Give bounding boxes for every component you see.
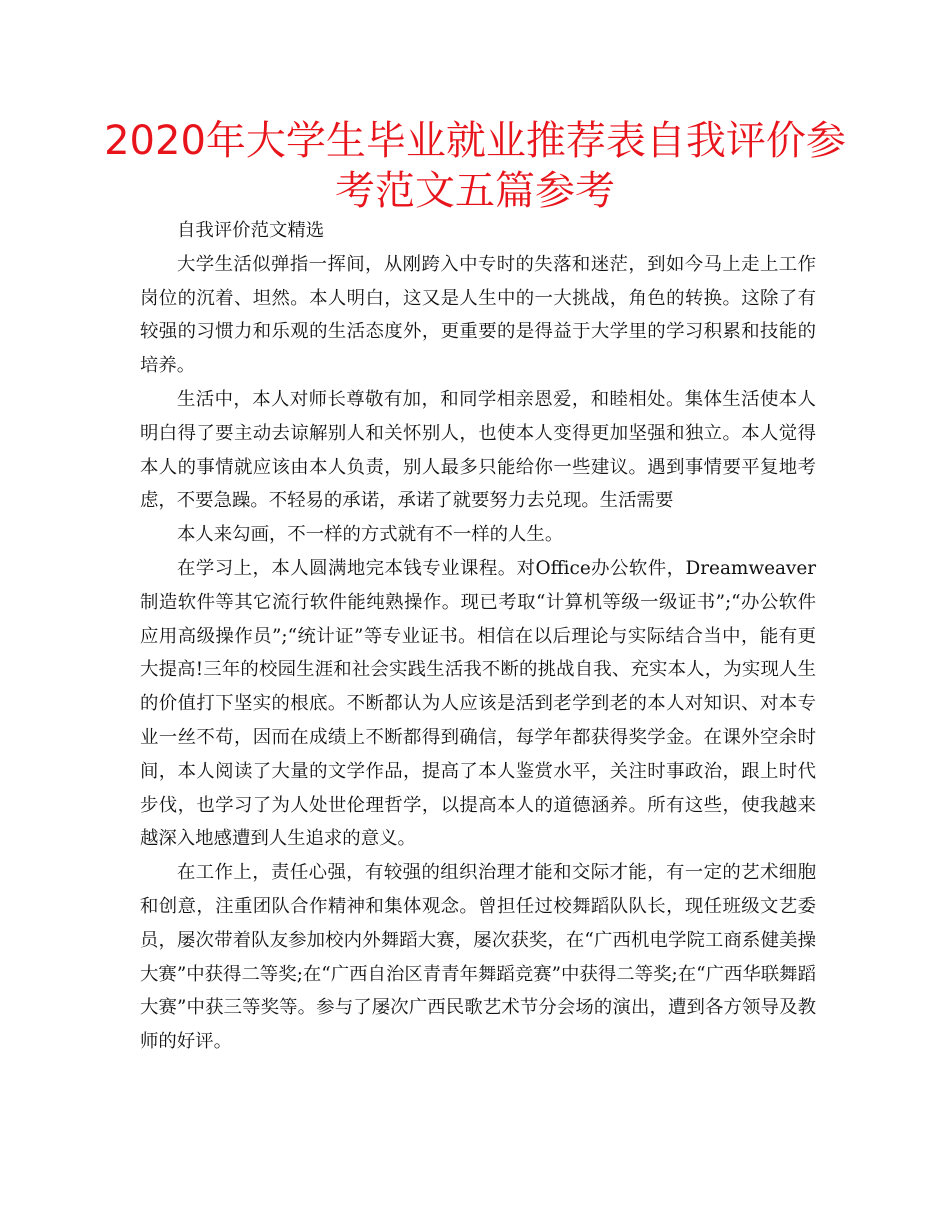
document-title: 2020年大学生毕业就业推荐表自我评价参考范文五篇参考	[104, 118, 846, 214]
paragraph-section-heading: 自我评价范文精选	[177, 220, 325, 241]
paragraph-intro: 大学生活似弹指一挥间，从刚跨入中专时的失落和迷茫，到如今马上走上工作岗位的沉着、坦然。本人明白，这又是人生中的一大挑战，角色的转换。这除了有较强的习惯力和乐观的生活态度外，更重要的是得益于大学里的学习积累和技能的培养。	[140, 253, 816, 377]
paragraph-life: 生活中，本人对师长尊敬有加，和同学相亲恩爱，和睦相处。集体生活使本人明白得了要主动去谅解别人和关怀别人，也使本人变得更加坚强和独立。本人觉得本人的事情就应该由本人负责，别人最多只能给你一些建议。遇到事情要平复地考虑，不要急躁。不轻易的承诺，承诺了就要努力去兑现。生活需要	[140, 388, 816, 512]
paragraph-work: 在工作上，责任心强，有较强的组织治理才能和交际才能，有一定的艺术细胞和创意，注重团队合作精神和集体观念。曾担任过校舞蹈队队长，现任班级文艺委员，屡次带着队友参加校内外舞蹈大赛，屡次获奖，在“广西机电学院工商系健美操大赛”中获得二等奖;在“广西自治区青青年舞蹈竞赛”中获得二等奖;在“广西华联舞蹈大赛”中获三等奖等。参与了屡次广西民歌艺术节分会场的演出，遭到各方领导及教师的好评。	[140, 862, 816, 1053]
document-body	[140, 214, 816, 1059]
paragraph-life-continued: 本人来勾画，不一样的方式就有不一样的人生。	[177, 524, 564, 546]
paragraph-study: 在学习上，本人圆满地完本钱专业课程。对Office办公软件，Dreamweaver制造软件等其它流行软件能纯熟操作。现已考取“计算机等级一级证书”;“办公软件应用高级操作员”;“统计证”等专业证书。相信在以后理论与实际结合当中，能有更大提高!三年的校园生涯和社会实践生活我不断的挑战自我、充实本人，为实现人生的价值打下坚实的根底。不断都认为人应该是活到老学到老的本人对知识、对本专业一丝不苟，因而在成绩上不断都得到确信，每学年都获得奖学金。在课外空余时间，本人阅读了大量的文学作品，提高了本人鉴赏水平，关注时事政治，跟上时代步伐，也学习了为人处世伦理哲学，以提高本人的道德涵养。所有这些，使我越来越深入地感遭到人生追求的意义。	[140, 557, 816, 850]
